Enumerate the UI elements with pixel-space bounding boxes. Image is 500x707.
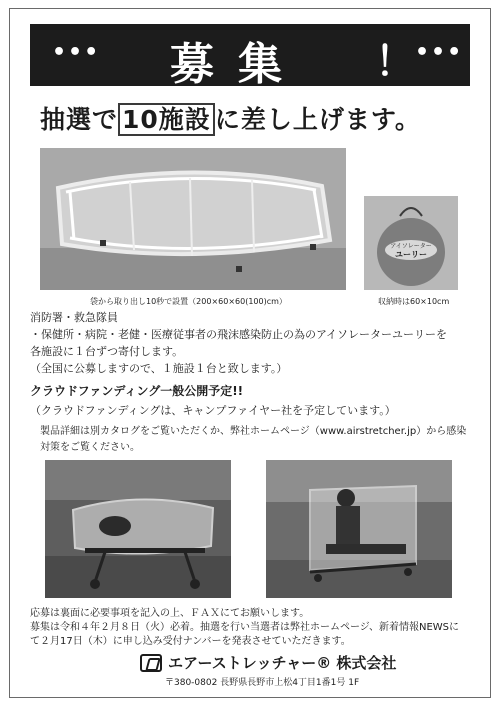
stretcher-illustration-left <box>45 460 231 598</box>
company-address: 〒380-0802 長野県長野市上松4丁目1番1号 1F <box>165 678 360 688</box>
banner-dots-left: ••• <box>52 40 101 65</box>
body-line-3: 各施設に１台ずつ寄付します。 <box>30 345 184 358</box>
body-line-1: 消防署・救急隊員 <box>30 311 118 324</box>
bag-photo-caption: 収納時は60×10cm <box>378 297 450 306</box>
bag-label-line1: アイソレーター <box>390 243 432 250</box>
headline-boxed-count: 10施設 <box>118 103 215 136</box>
apply-line-2: 募集は令和４年２月８日（火）必着。抽選を行い当選者は弊社ホームページ、新着情報NEWSに <box>30 622 460 633</box>
isolator-illustration <box>40 148 346 290</box>
company-mark-icon <box>140 654 162 672</box>
banner-dots-right: ••• <box>415 40 464 65</box>
storage-bag-photo <box>364 196 458 290</box>
body-line-4: （全国に公募しますので、１施設１台と致します。） <box>30 362 288 375</box>
apply-line-1: 応募は裏面に必要事項を記入の上、ＦＡＸにてお願いします。 <box>30 608 310 619</box>
banner-title: 募集 <box>170 39 306 90</box>
stretcher-photo-right <box>266 460 452 598</box>
headline-prefix: 抽選で <box>40 105 119 134</box>
details-line-2: 対策をご覧ください。 <box>40 442 140 453</box>
details-line-1: 製品詳細は別カタログをご覧いただくか、弊社ホームページ（www.airstretcher.jp）から感染 <box>40 426 467 437</box>
stretcher-photo-left <box>45 460 231 598</box>
company-logo <box>140 652 396 673</box>
stretcher-illustration-right <box>266 460 452 598</box>
company-name: エアーストレッチャー® 株式会社 <box>168 654 397 672</box>
banner-exclamation: ！ <box>375 39 415 85</box>
storage-bag-illustration <box>364 196 458 290</box>
crowdfunding-note: （クラウドファンディングは、キャンプファイヤー社を予定しています。） <box>30 404 396 417</box>
bag-label-line2: ユーリー <box>395 250 427 259</box>
body-line-2: ・保健所・病院・老健・医療従事者の飛沫感染防止の為のアイソレーターユーリーを <box>30 328 448 341</box>
lottery-headline <box>40 100 421 136</box>
main-photo-caption: 袋から取り出し10秒で設置（200×60×60(100)cm） <box>90 297 287 306</box>
crowdfunding-title: クラウドファンディング一般公開予定!! <box>30 384 244 398</box>
isolator-product-photo <box>40 148 346 290</box>
recruitment-banner <box>30 24 470 90</box>
apply-line-3: て２月17日（木）に申し込み受付ナンバーを発表させていただきます。 <box>30 636 351 647</box>
headline-suffix: に差し上げます。 <box>214 105 421 134</box>
